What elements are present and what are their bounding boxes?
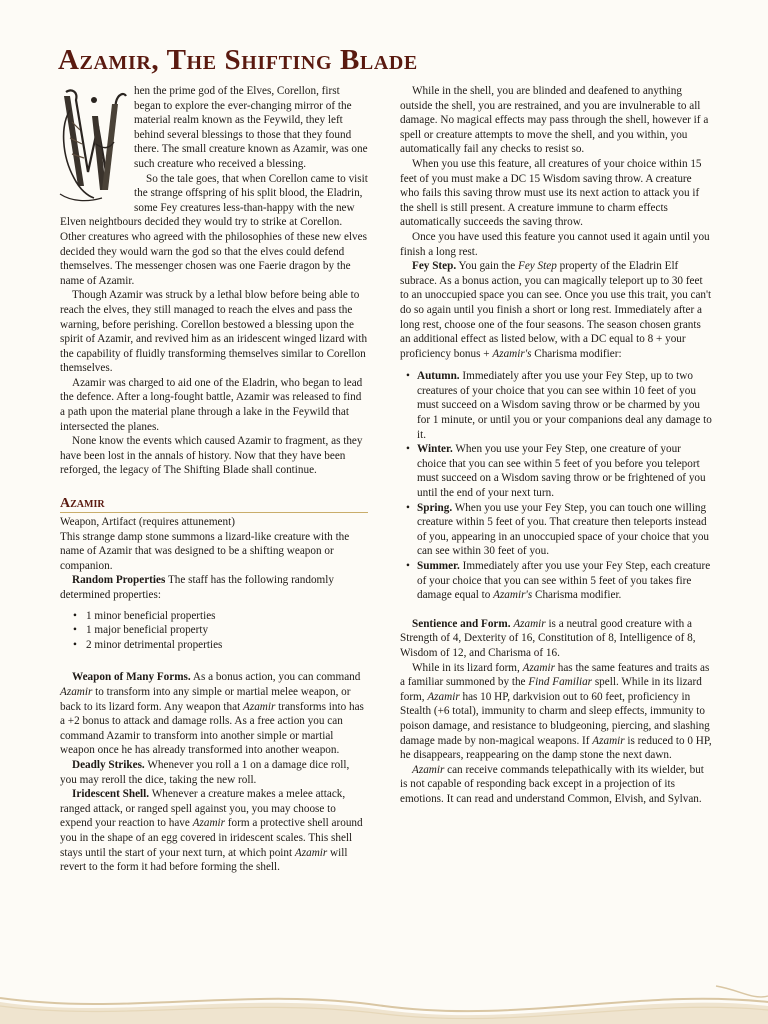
telepathy-paragraph [400,763,712,807]
season-item-spring [417,501,712,559]
spell-name-italic: Find Familiar [528,676,593,689]
text-run: Charisma modifier. [534,589,622,602]
iridescent-shell-paragraph [60,787,368,875]
heading-rule [60,512,368,513]
item-name-italic: Azamir's [493,589,533,602]
season-item-autumn [417,369,712,442]
intro-paragraph-1 [60,84,368,172]
season-item-summer [417,559,712,603]
iridescent-shell-lead: Iridescent Shell. [72,788,150,801]
fey-step-lead: Fey Step. [412,260,457,273]
weapon-forms-paragraph [60,670,368,758]
text-run: is a neutral good creature with a Strength of 4, Dexterity of 16, Constitution of 8, Intelligence of 8, Wisdom of 12, and Charisma of 16. [400,617,696,659]
season-lead: Summer. [417,560,460,572]
intro-paragraph-1-text: hen the prime god of the Elves, Corellon, first began to explore the ever-changing mirror of the material realm known as the Feywild, they left behind several blessings to those that they found there. The small creature known as Azamir, was one such creature who received a blessing. [134,85,368,170]
season-lead: Autumn. [417,370,460,383]
text-run: When you use your Fey Step, you can touch one willing creature within 5 feet of you. That creature then teleports instead of you, appearing in an unoccupied space of your choice that you can see within 30 feet of you. [417,501,710,558]
season-lead: Spring. [417,501,453,514]
intro-paragraph-4: Azamir was charged to aid one of the Eladrin, who began to lead the defence. After a long-fought battle, Azamir was released to find a path upon the material plane through a lake in the Feywild that intersected the planes. [60,376,363,433]
left-column [60,84,368,875]
item-name-italic: Azamir's [492,347,532,360]
list-item: • 1 minor beneficial properties [86,609,368,624]
text-run: is reduced to 0 HP, he disappears, reappearing on the damp stone the next dawn. [400,734,712,762]
text-run: Whenever you roll a 1 on a damage dice roll, you may reroll the dice, taking the new roll. [60,758,350,786]
seasons-list [400,369,712,603]
item-name-italic: Azamir [60,685,93,698]
item-description: This strange damp stone summons a lizard-like creature with the name of Azamir that was designed to be a shifting weapon or companion. [60,530,350,572]
item-name-italic: Azamir [243,700,276,713]
page-title: Azamir, The Shifting Blade [58,44,418,76]
text-run: has 10 HP, darkvision out to 60 feet, proficiency in Stealth (+6 total), immunity to charm and sleep effects, immunity to poison damage, and resistance to bludgeoning, piercing, and slashing damage made by non-magical weapons. If [400,690,710,747]
item-name-italic: Azamir [522,661,555,674]
season-lead: Winter. [417,443,453,456]
sentience-lead: Sentience and Form. [412,617,511,630]
text-run: spell. While in its lizard form, [400,676,702,703]
intro-paragraph-3: Though Azamir was struck by a lethal blow before being able to reach the elves, they still managed to reach the elves and pass the warning, before perishing. Corellon bestowed a blessing upon the spirit of Azamir, and revived him as an iridescent winged lizard with the capability of fluidly transforming themselves similar to Corellon themselves. [60,289,368,375]
item-name-italic: Azamir [592,734,625,747]
intro-paragraph-2: So the tale goes, that when Corellon came to visit the strange offspring of his split blood, the Eladrin, some Fey creatures less-than-happy with the new Elven neightbours decided they would try to strike at Corellon. Other creatures who agreed with the philosophies of these new elves decided they would warn the god so that the elves could defend themselves. The messenger chosen was one Faerie dragon by the name of Azamir. [60,172,368,287]
right-column [400,84,712,807]
deadly-strikes-paragraph [60,758,368,787]
intro-paragraph-5: None know the events which caused Azamir to fragment, as they have been lost in the annals of history. Now that they have been reforged, the legacy of The Shifting Blade shall continue. [60,435,363,477]
random-properties-list [60,609,368,653]
text-run: transforms into has a +2 bonus to attack and damage rolls. As a free action you can command Azamir to transform into another simple or martial weapon once he has already transformed into another weapon. [60,700,364,757]
lizard-form-paragraph [400,661,712,763]
text-run: can receive commands telepathically with its wielder, but is not capable of responding back except in a projection of its emotions. It can read and understand Common, Elvish, and Sylvan. [400,763,704,805]
shell-paragraph-2: When you use this feature, all creatures of your choice within 15 feet of you must make a DC 15 Wisdom saving throw. A creature who fails this saving throw must use its next action to attack you if the shell is still present. A creature immune to charm effects automatically succeeds the saving throw. [400,157,702,229]
list-item: • 1 major beneficial property [86,623,368,638]
random-properties-paragraph [60,573,368,602]
drop-cap-icon [58,86,128,204]
item-name-italic: Azamir [294,846,328,859]
season-item-winter [417,442,712,500]
shell-paragraph-1: While in the shell, you are blinded and deafened to anything outside the shell, you are restrained, and you are invulnerable to all damage. No magical effects may pass through the shell, however if a spell or creature attempts to move the shell, and you within, you automatically fail any checks to resist so. [400,85,709,156]
text-run: form a protective shell around you in the shape of an egg covered in iridescent scales. This shell stays until the start of your next turn, at which point [60,817,363,859]
footer-ornament [0,980,768,1024]
shell-paragraph-3: Once you have used this feature you cannot used it again until you finish a long rest. [400,230,710,258]
text-run: Immediately after you use your Fey Step, up to two creatures of your choice that you can see within 10 feet of you must succeed on a Wisdom saving throw or be charmed by you for 1 minute, or until you or your companions deal any damage to it. [417,370,712,441]
text-run: Charisma modifier: [534,347,622,360]
text-run: While in its lizard form, [412,661,520,674]
text-run: As a bonus action, you can command [192,671,361,684]
item-heading: Azamir [60,496,105,512]
list-item: • 2 minor detrimental properties [86,638,368,653]
random-properties-lead: Random Properties [72,574,166,587]
deadly-strikes-lead: Deadly Strikes. [72,758,145,771]
text-run: Whenever a creature makes a melee attack, ranged attack, or ranged spell against you, you may choose to expend your reaction to have [60,788,346,830]
item-name-italic: Azamir [513,617,546,630]
text-run: You gain the [458,260,516,273]
text-run: property of the Eladrin Elf subrace. As a bonus action, you can magically teleport up to 30 feet to an unoccupied space you can see. Once you use this trait, you can't do so again until you finish a short or long rest. Immediately after a long rest, choose one of the four seasons. The season chosen grants an additional effect as listed below, with a DC equal to 8 + your proficiency bonus + [400,260,712,360]
sentience-paragraph [400,617,712,661]
fey-step-italic: Fey Step [517,260,557,273]
item-name-italic: Azamir [192,817,225,830]
text-run: has the same features and traits as a familiar summoned by the [400,661,710,689]
text-run: to transform into any simple or martial melee weapon, or back to its lizard form. Any weapon that [60,685,351,713]
text-run: When you use your Fey Step, one creature of your choice that you can see within 5 feet of you before you teleport must succeed on a Wisdom saving throw or be frightened of you until the end of your next turn. [417,443,706,500]
fey-step-paragraph [400,259,712,361]
item-type-line: Weapon, Artifact (requires attunement) [60,516,235,529]
weapon-forms-lead: Weapon of Many Forms. [72,671,191,684]
item-name-italic: Azamir [427,690,460,703]
text-run: Immediately after you use your Fey Step, each creature of your choice that you can see within 5 feet of you takes fire damage equal to [417,560,711,602]
random-properties-text: The staff has the following randomly determined properties: [60,574,334,601]
text-run: will revert to the form it had before forming the shell. [60,846,348,874]
item-name-italic: Azamir [412,763,445,776]
